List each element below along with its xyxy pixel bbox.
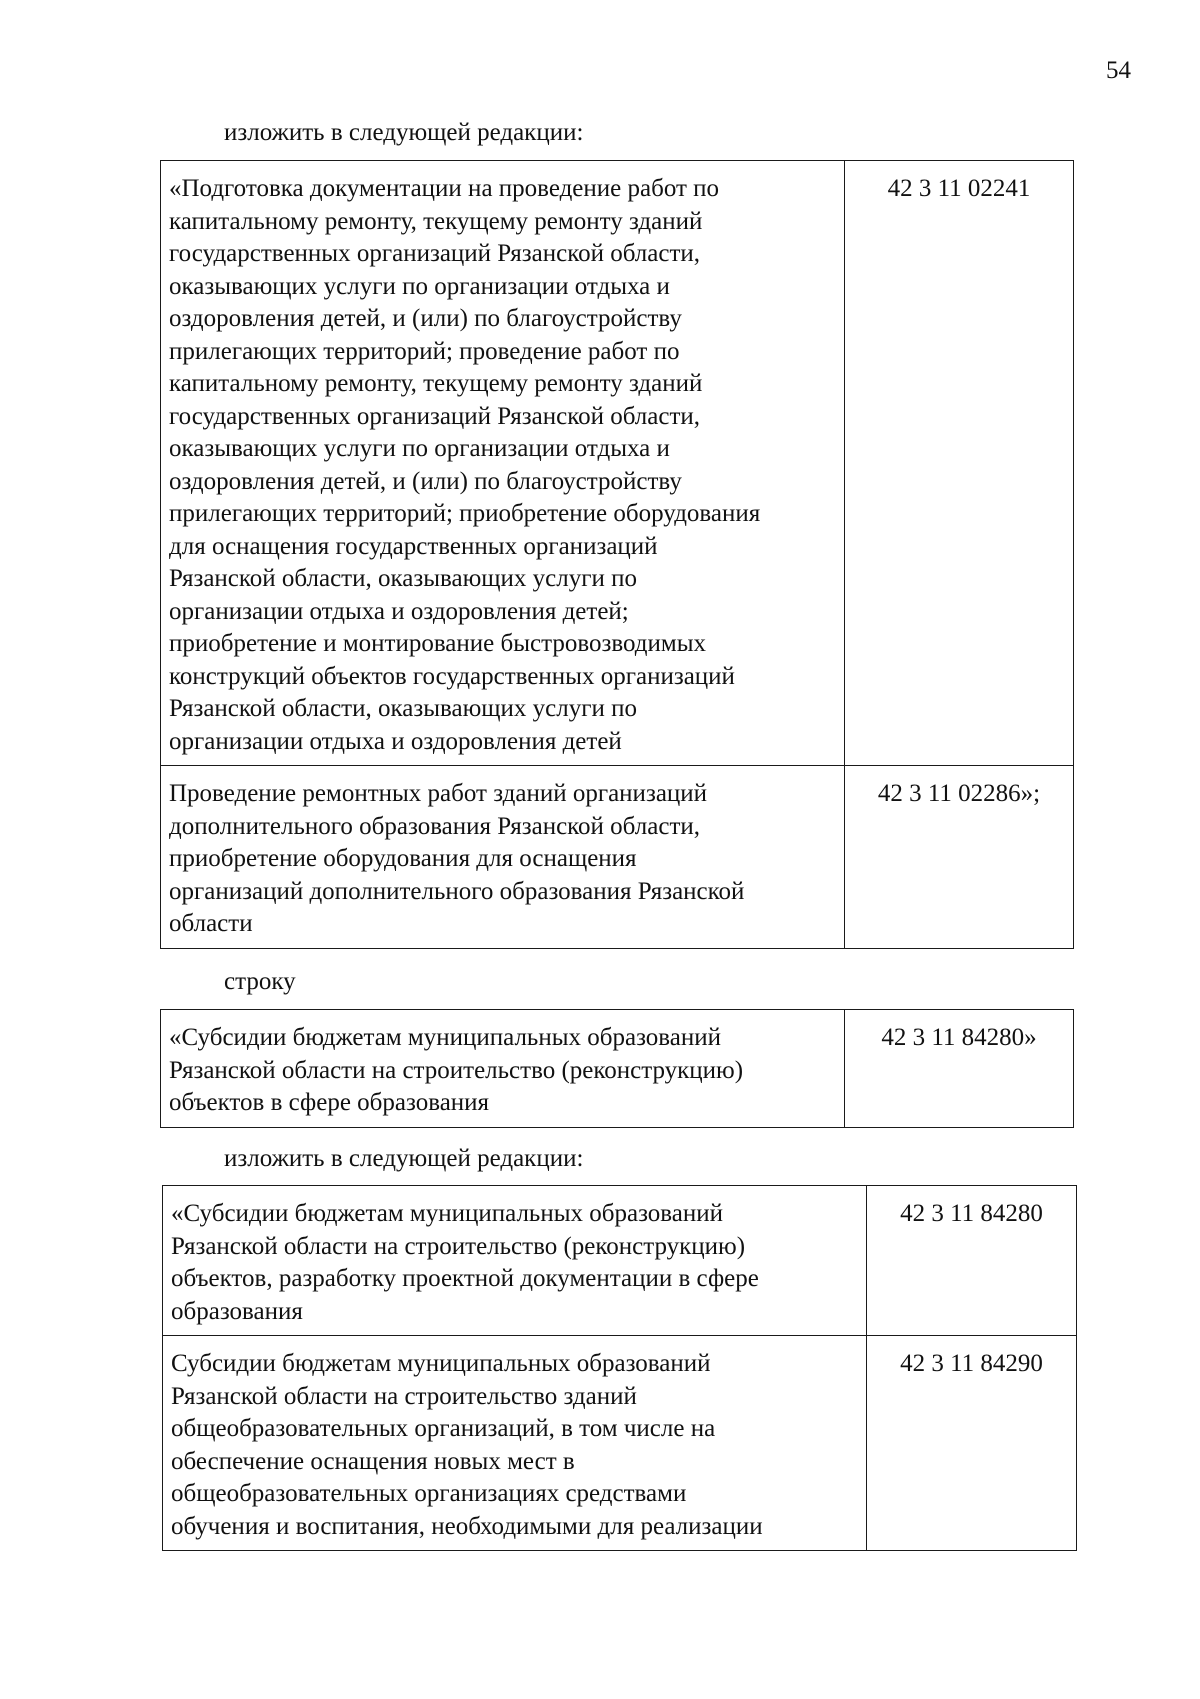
row-code: 42 3 11 84290 — [867, 1336, 1077, 1551]
row-description: Субсидии бюджетам муниципальных образований Рязанской области на строительство зданий общеобразовательных организаций, в том числе на обеспечение оснащения новых мест в общеобразовательных организациях средствами обучения и воспитания, необходимыми для реализации — [163, 1336, 867, 1551]
table-row — [161, 1010, 1074, 1128]
row-code: 42 3 11 02241 — [845, 161, 1074, 766]
row-code: 42 3 11 02286»; — [845, 766, 1074, 949]
table-row — [163, 1336, 1077, 1551]
row-code: 42 3 11 84280 — [867, 1186, 1077, 1336]
table-row — [161, 766, 1074, 949]
codes-table-3 — [162, 1185, 1077, 1551]
row-description: «Подготовка документации на проведение работ по капитальному ремонту, текущему ремонту зданий государственных организаций Рязанской области, оказывающих услуги по организации отдыха и оздоровления детей, и (или) по благоустройству прилегающих территорий; проведение работ по капитальному ремонту, текущему ремонту зданий государственных организаций Рязанской области, оказывающих услуги по организации отдыха и оздоровления детей, и (или) по благоустройству прилегающих территорий; приобретение оборудования для оснащения государственных организаций Рязанской области, оказывающих услуги по организации отдыха и оздоровления детей; приобретение и монтирование быстровозводимых конструкций объектов государственных организаций Рязанской области, оказывающих услуги по организации отдыха и оздоровления детей — [161, 161, 845, 766]
page-number: 54 — [1106, 57, 1131, 84]
intro-text-1: изложить в следующей редакции: — [224, 119, 584, 146]
row-description: «Субсидии бюджетам муниципальных образований Рязанской области на строительство (реконструкцию) объектов в сфере образования — [161, 1010, 845, 1128]
table-row — [161, 161, 1074, 766]
row-description: «Субсидии бюджетам муниципальных образований Рязанской области на строительство (реконструкцию) объектов, разработку проектной документации в сфере образования — [163, 1186, 867, 1336]
codes-table-1 — [160, 160, 1074, 949]
row-description: Проведение ремонтных работ зданий организаций дополнительного образования Рязанской области, приобретение оборудования для оснащения организаций дополнительного образования Рязанской области — [161, 766, 845, 949]
table-row — [163, 1186, 1077, 1336]
intro-text-3: изложить в следующей редакции: — [224, 1145, 584, 1172]
codes-table-2 — [160, 1009, 1074, 1128]
intro-text-2: строку — [224, 968, 296, 995]
row-code: 42 3 11 84280» — [845, 1010, 1074, 1128]
